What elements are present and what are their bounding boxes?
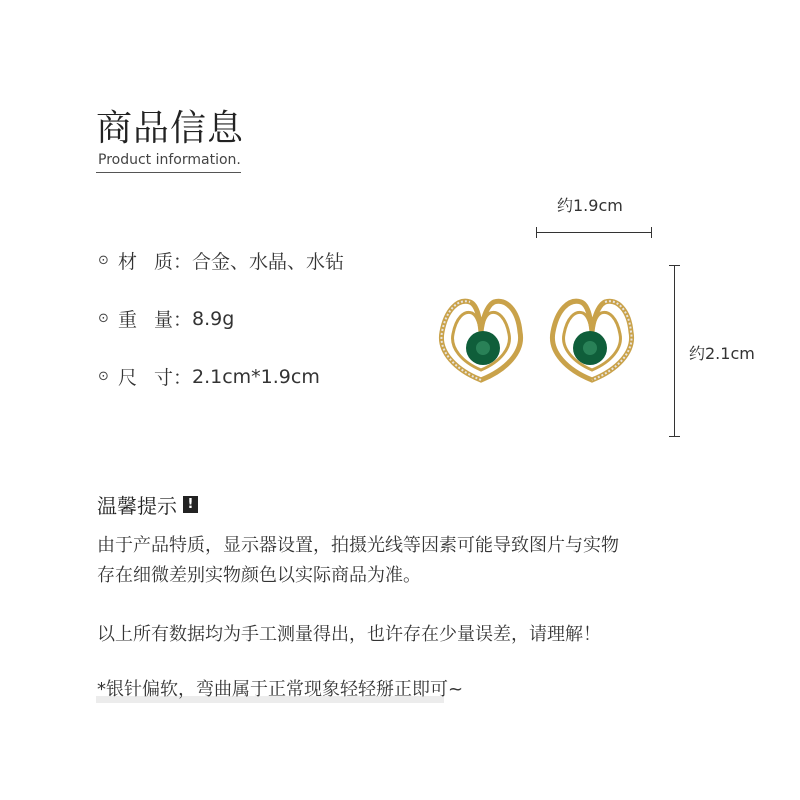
bullet-icon: ⊙ <box>98 369 109 384</box>
spec-label: 重 量： <box>118 309 192 331</box>
spec-weight <box>98 305 234 332</box>
height-dimension-label: 约2.1cm <box>689 344 755 363</box>
spec-size <box>98 363 320 390</box>
spec-label: 材 质： <box>118 251 192 273</box>
page-subtitle: Product information. <box>98 152 241 168</box>
height-dimension-line <box>674 265 675 437</box>
width-dimension-line <box>536 232 652 233</box>
notice-title: 温馨提示 ! <box>97 490 198 519</box>
page-title: 商品信息 <box>96 108 245 149</box>
spec-value: 8.9g <box>192 307 235 330</box>
earring-left-image <box>436 292 526 387</box>
width-dimension-label: 约1.9cm <box>557 196 623 215</box>
bullet-icon: ⊙ <box>98 311 109 326</box>
spec-value: 合金、水晶、水钻 <box>192 251 345 273</box>
notice-text: 以上所有数据均为手工测量得出，也许存在少量误差，请理解！ <box>97 624 601 645</box>
exclamation-icon: ! <box>183 496 198 513</box>
notice-text: *银针偏软，弯曲属于正常现象轻轻掰正即可~ <box>97 679 464 700</box>
spec-material <box>98 247 344 274</box>
spec-label: 尺 寸： <box>118 367 192 389</box>
bullet-icon: ⊙ <box>98 253 109 268</box>
notice-text: 存在细微差别实物颜色以实际商品为准。 <box>97 565 421 586</box>
subtitle-underline <box>96 172 241 173</box>
spec-value: 2.1cm*1.9cm <box>192 365 320 388</box>
earring-right-image <box>547 292 637 387</box>
notice-text: 由于产品特质，显示器设置，拍摄光线等因素可能导致图片与实物 <box>97 535 619 556</box>
